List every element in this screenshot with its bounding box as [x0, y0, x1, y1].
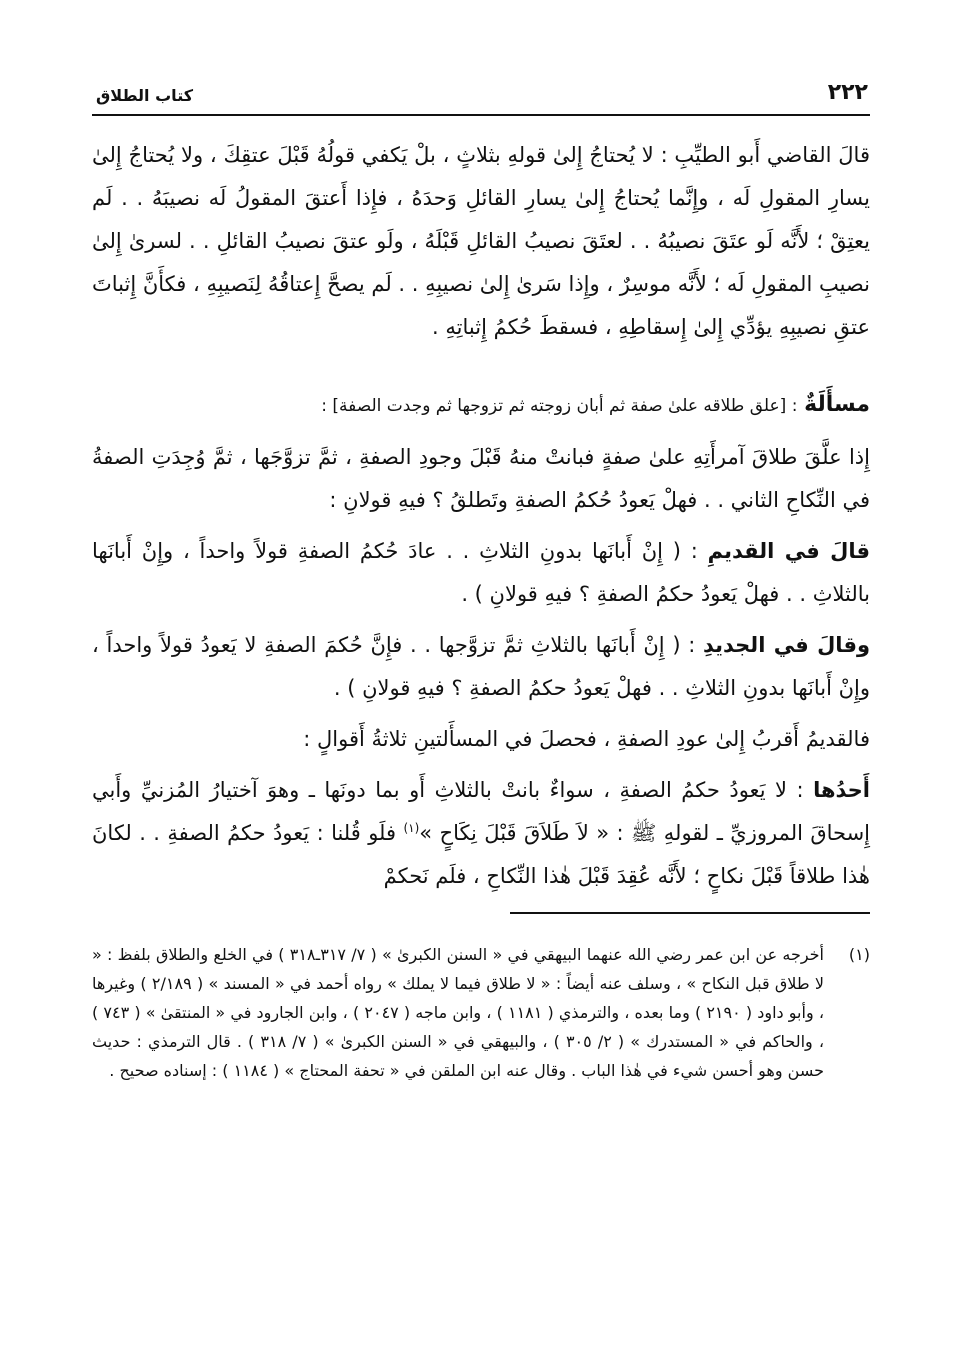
paragraph-new-opinion [92, 624, 870, 710]
old-opinion-keyword: قالَ في القديمِ [707, 539, 870, 563]
paragraph-first-saying [92, 769, 870, 898]
footnote-number: (١) [848, 945, 870, 964]
document-page [92, 78, 870, 1085]
new-opinion-text: : ( إِنْ أَبانَها بالثلاثِ ثمَّ تزوَّجها . . فإِنَّ حُكمَ الصفةِ لا يَعودُ قولاً واحداً ، وإِنْ أَبانَها بدونِ الثلاثِ . . فهلْ يَعودُ حكمُ الصفةِ ؟ فيهِ قولانِ ) . [92, 633, 870, 700]
old-opinion-text: : ( إِنْ أَبانَها بدونِ الثلاثِ . . عادَ حُكمُ الصفةِ قولاً واحداً ، وإِنْ أَبانَها بالثلاثِ . . فهلْ يَعودُ حكمُ الصفةِ ؟ فيهِ قولانِ ) . [92, 539, 870, 606]
first-saying-text-a: : لا يَعودُ حكمُ الصفةِ ، سواءٌ بانتْ بالثلاثِ أَو بما دونَها ـ وهوَ آختيارُ المُزنيِّ وأَبي إِسحاقَ المروزيِّ ـ لقولهِ ﷺ : [92, 778, 871, 845]
book-title: كتاب الطلاق [96, 86, 194, 105]
running-header [92, 78, 870, 116]
paragraph-talaq-condition: إِذا علَّقَ طلاقَ آمرأَتِهِ علىٰ صفةٍ فبانتْ منهُ قَبْلَ وجودِ الصفةِ ، ثمَّ تزوَّجَها ، ثمَّ وُجِدَتِ الصفةُ في النِّكاحِ الثاني . . فهلْ يَعودُ حُكمُ الصفةِ وتَطلقُ ؟ فيهِ قولانِ : [92, 445, 870, 512]
footnote-text: أخرجه عن ابن عمر رضي الله عنهما البيهقي في « السنن الكبرىٰ » ( ٧/ ٣١٧ـ٣١٨ ) في الخلع والطلاق بلفظ : « لا طلاق قبل النكاح » ، وسلف عنه أيضاً : « لا طلاق فيما لا يملك » رواه أحمد في « المسند » ( ٢/١٨٩ ) وغيرها ، وأبو داود ( ٢١٩٠ ) وما بعده ، والترمذي ( ١١٨١ ) ، وابن ماجه ( ٢٠٤٧ ) ، وابن الجارود في « المنتقىٰ » ( ٧٤٣ ) ، والحاكم في « المستدرك » ( ٢/ ٣٠٥ ) ، والبيهقي في « السنن الكبرىٰ » ( ٧/ ٣١٨ ) . قال الترمذي : حديث حسن وهو أحسن شيء في هٰذا الباب . وقال عنه ابن الملقن في « تحفة المحتاج » ( ١١٨٤ ) : إسناده صحيح . [92, 945, 825, 1080]
first-saying-keyword: أَحدُها [813, 778, 870, 802]
footnote-reference[interactable]: (١) [403, 821, 420, 835]
paragraph-three-sayings: فالقديمُ أَقربُ إِلىٰ عودِ الصفةِ ، فحصلَ في المسأَلتينِ ثلاثةُ أَقوالٍ : [303, 727, 870, 751]
body-text [92, 134, 870, 898]
paragraph-qadi-abu-tayyib: قالَ القاضي أَبو الطيِّبِ : لا يُحتاجُ إِلىٰ قولهِ بثلاثٍ ، بلْ يَكفي قولُهُ قَبْلَ عتقِكَ ، ولا يُحتاجُ إِلىٰ يسارِ المقولِ لَه ، وإِنَّما يُحتاجُ إِلىٰ يسارِ القائلِ وَحدَهُ ، فإِذا أَعتقَ المقولُ لَه نصيبَهُ . . لَم يعتِقْ ؛ لأَنَّه لَو عتَقَ نصيبُهُ . . لعتَقَ نصيبُ القائلِ قَبْلَهُ ، ولَو عتقَ نصيبُ القائلِ . . لسرىٰ إِلىٰ نصيبِ المقولِ لَه ؛ لأَنَّه موسِرٌ ، وإِذا سَرىٰ إِلىٰ نصيبِهِ . . لَم يصحَّ إِعتاقُهُ لِنَصيبِهِ ، فكأَنَّ إِثباتَ عتقِ نصيبِهِ يؤدِّي إِلىٰ إِسقاطِهِ ، فسقطَ حُكمُ إِثباتِهِ . [92, 143, 870, 339]
paragraph-old-opinion [92, 530, 870, 616]
footnote [92, 940, 870, 1085]
masala-description: : [علق طلاقه علىٰ صفة ثم أبان زوجته ثم تزوجها ثم وجدت الصفة] : [321, 396, 798, 416]
new-opinion-keyword: وقالَ في الجديدِ [703, 633, 870, 657]
masala-heading [92, 383, 870, 428]
footnote-separator [510, 912, 870, 914]
masala-title: مسأَلَةٌ [804, 392, 870, 417]
page-number: ٢٢٢ [827, 80, 868, 105]
hadith-quote: « لاَ طَلاَقَ قَبْلَ نِكَاحٍ » [419, 821, 610, 845]
first-saying-text-b: فلَو قُلنا : يَعودُ حكمُ الصفةِ . . لكانَ هٰذا طلاقاً قَبْلَ نكاحٍ ؛ لأَنَّه عُقِدَ قَبْلَ هٰذا النِّكاحِ ، فلَم نَحكمْ [92, 821, 870, 888]
